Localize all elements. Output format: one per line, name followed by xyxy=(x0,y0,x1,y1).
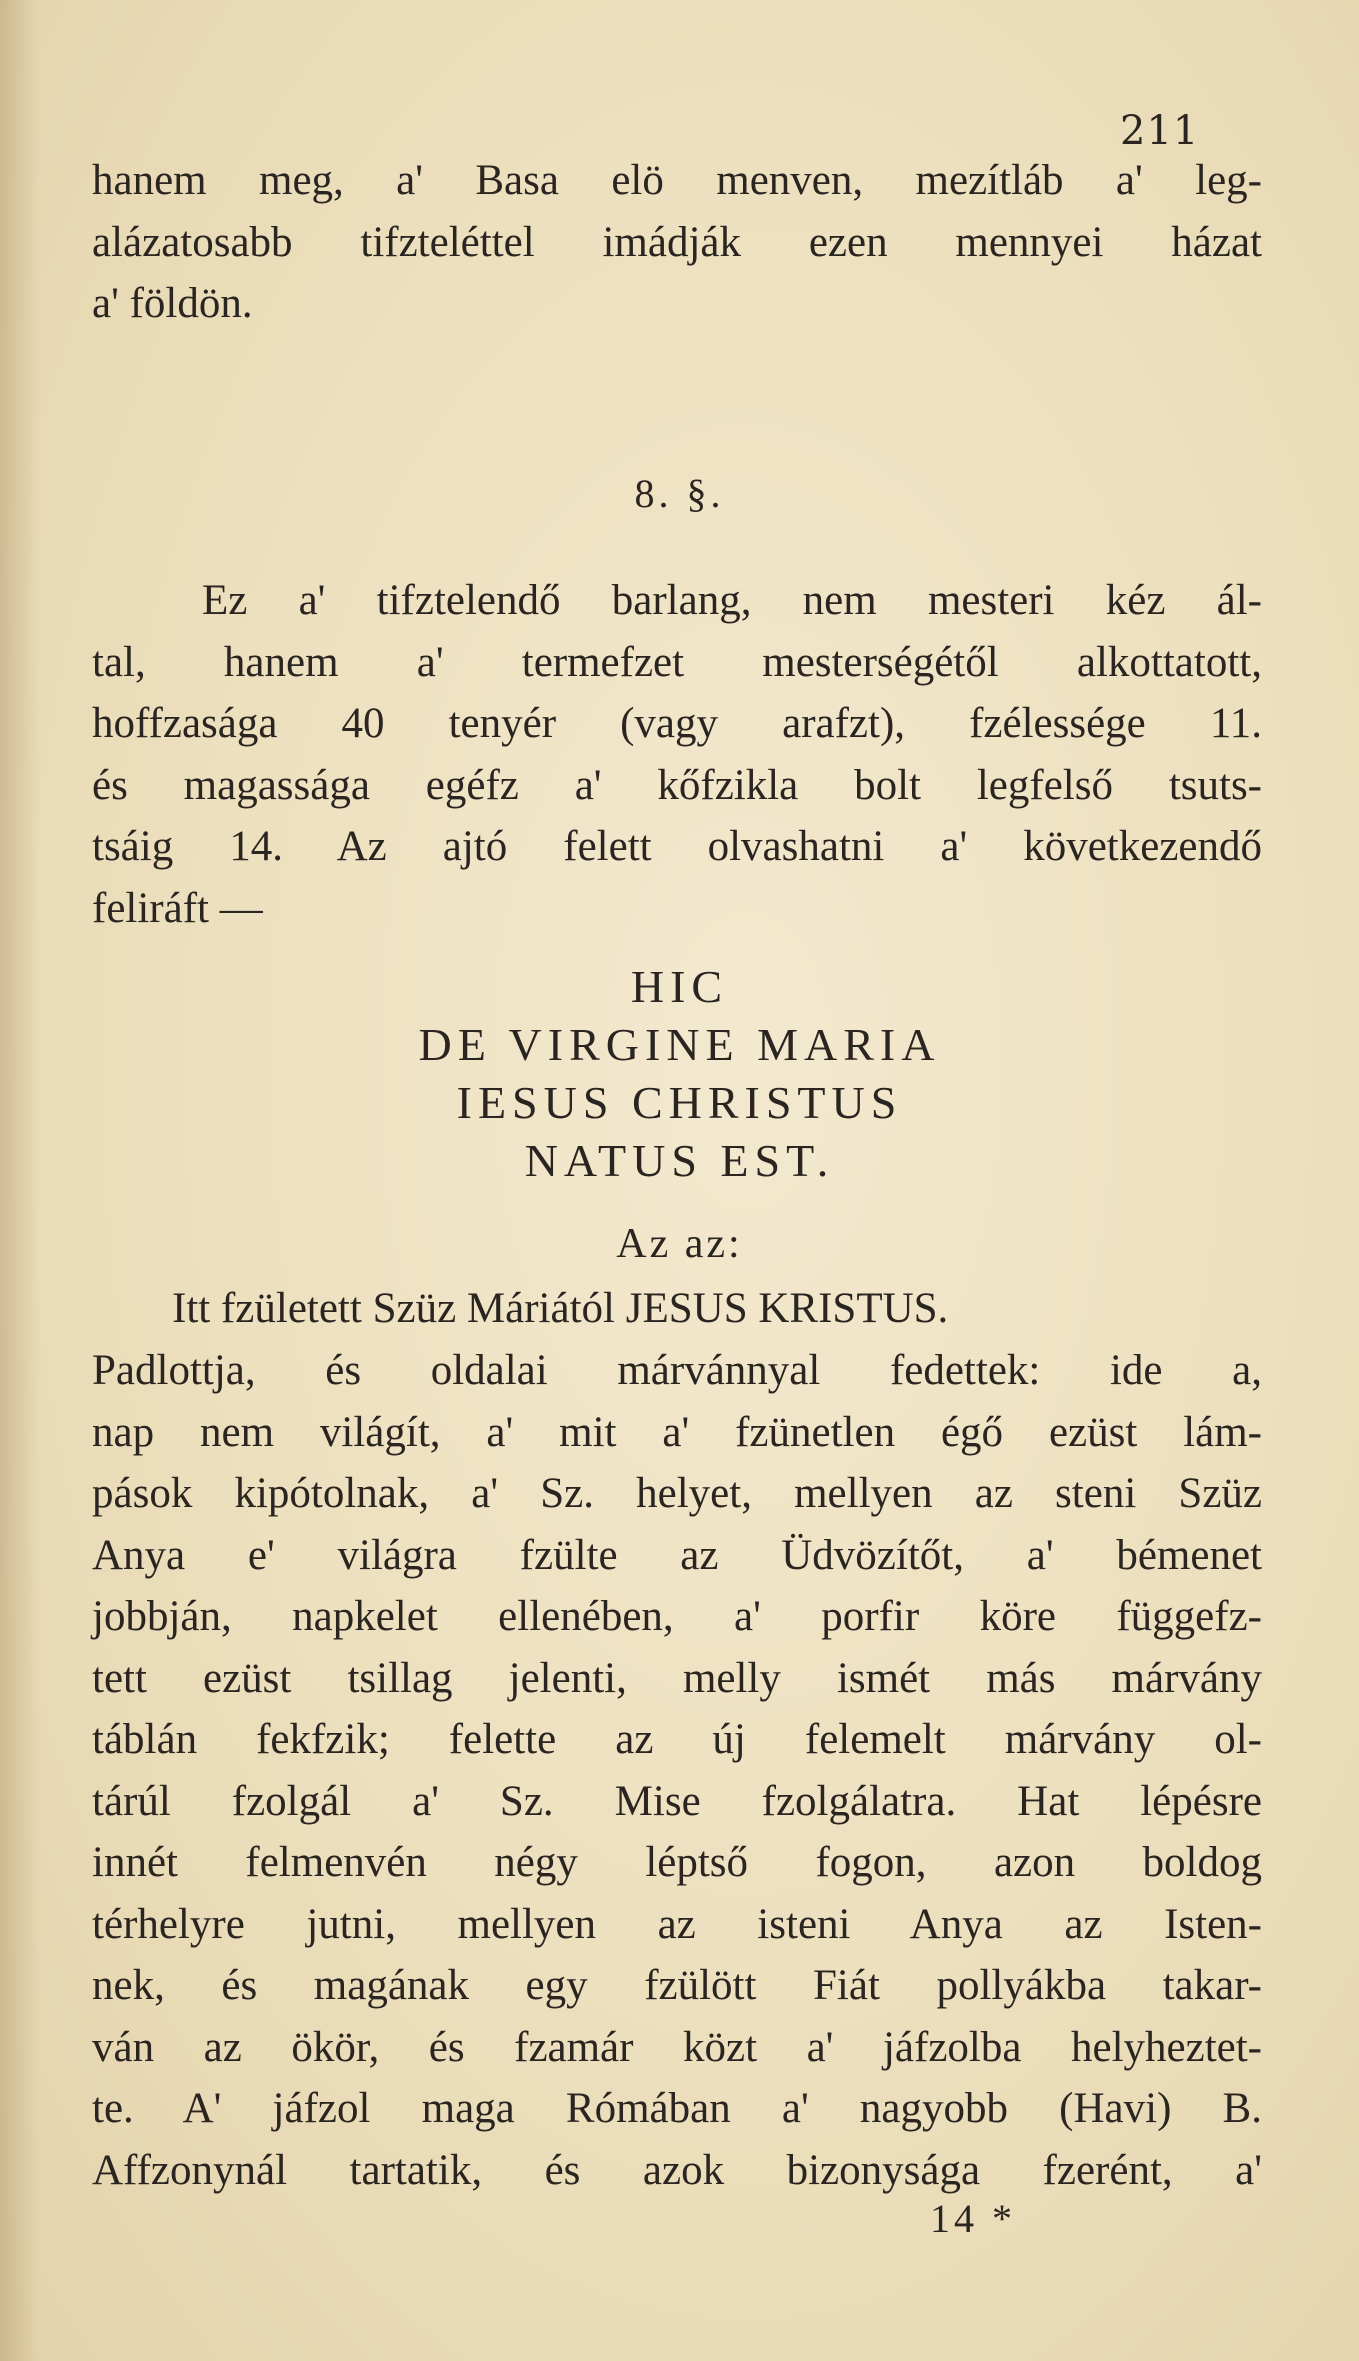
text-line: a' földön. xyxy=(92,280,253,327)
inscription-line: DE VIRGINE MARIA xyxy=(418,1019,941,1070)
text-line: táblán fekfzik; felette az új felemelt márvány ol- xyxy=(92,1716,1262,1763)
text-line: feliráft — xyxy=(92,884,263,932)
text-line: ván az ökör, és fzamár közt a' jáfzolba helyheztet- xyxy=(92,2023,1262,2071)
az-az-label: Az az: xyxy=(616,1221,743,1267)
text-line: és magassága egéfz a' kőfzikla bolt legfelső tsuts- xyxy=(92,761,1262,809)
translation-line-block xyxy=(92,1278,1262,1340)
text-line: nap nem világít, a' mit a' fzünetlen égő ezüst lám- xyxy=(92,1408,1262,1456)
text-line: Affzonynál tartatik, és azok bizonysága fzerént, a' xyxy=(92,2146,1262,2194)
text-line: pások kipótolnak, a' Sz. helyet, mellyen az steni Szüz xyxy=(92,1470,1262,1517)
text-line: alázatosabb tifzteléttel imádják ezen mennyei házat xyxy=(92,218,1262,266)
paragraph-2 xyxy=(92,570,1262,939)
inscription-line: NATUS EST. xyxy=(524,1135,835,1186)
paragraph-3 xyxy=(92,1340,1262,2201)
text-line: jobbján, napkelet ellenében, a' porfir köre függefz- xyxy=(92,1593,1262,1640)
text-line: innét felmenvén négy léptső fogon, azon boldog xyxy=(92,1839,1262,1886)
paragraph-1 xyxy=(92,150,1262,335)
inscription-line: IESUS CHRISTUS xyxy=(456,1077,903,1128)
translation-line: Itt fzületett Szüz Máriától JESUS KRISTUS. xyxy=(172,1285,949,1332)
text-line: nek, és magának egy fzülött Fiát pollyákba takar- xyxy=(92,1962,1262,2009)
text-line: te. A' jáfzol maga Rómában a' nagyobb (Havi) B. xyxy=(92,2085,1262,2132)
section-heading: 8. §. xyxy=(634,471,725,516)
text-line: térhelyre jutni, mellyen az isteni Anya az Isten- xyxy=(92,1900,1262,1948)
text-line: tal, hanem a' termefzet mesterségétől alkottatott, xyxy=(92,638,1262,686)
inscription-line: HIC xyxy=(630,961,729,1012)
page-number: 211 xyxy=(1120,108,1200,154)
text-line: hoffzasága 40 tenyér (vagy arafzt), fzélessége 11. xyxy=(92,700,1262,747)
text-line: hanem meg, a' Basa elö menven, mezítláb a' leg- xyxy=(92,157,1262,204)
text-line: Ez a' tifztelendő barlang, nem mesteri kéz ál- xyxy=(202,577,1262,624)
text-line: Padlottja, és oldalai márvánnyal fedettek: ide a, xyxy=(92,1347,1262,1394)
text-line: tett ezüst tsillag jelenti, melly ismét más márvány xyxy=(92,1654,1262,1702)
text-line: tsáig 14. Az ajtó felett olvashatni a' következendő xyxy=(92,823,1262,870)
signature-mark: 14 * xyxy=(930,2196,1016,2241)
text-line: tárúl fzolgál a' Sz. Mise fzolgálatra. Hat lépésre xyxy=(92,1777,1262,1825)
text-line: Anya e' világra fzülte az Üdvözítőt, a' bémenet xyxy=(92,1531,1262,1579)
